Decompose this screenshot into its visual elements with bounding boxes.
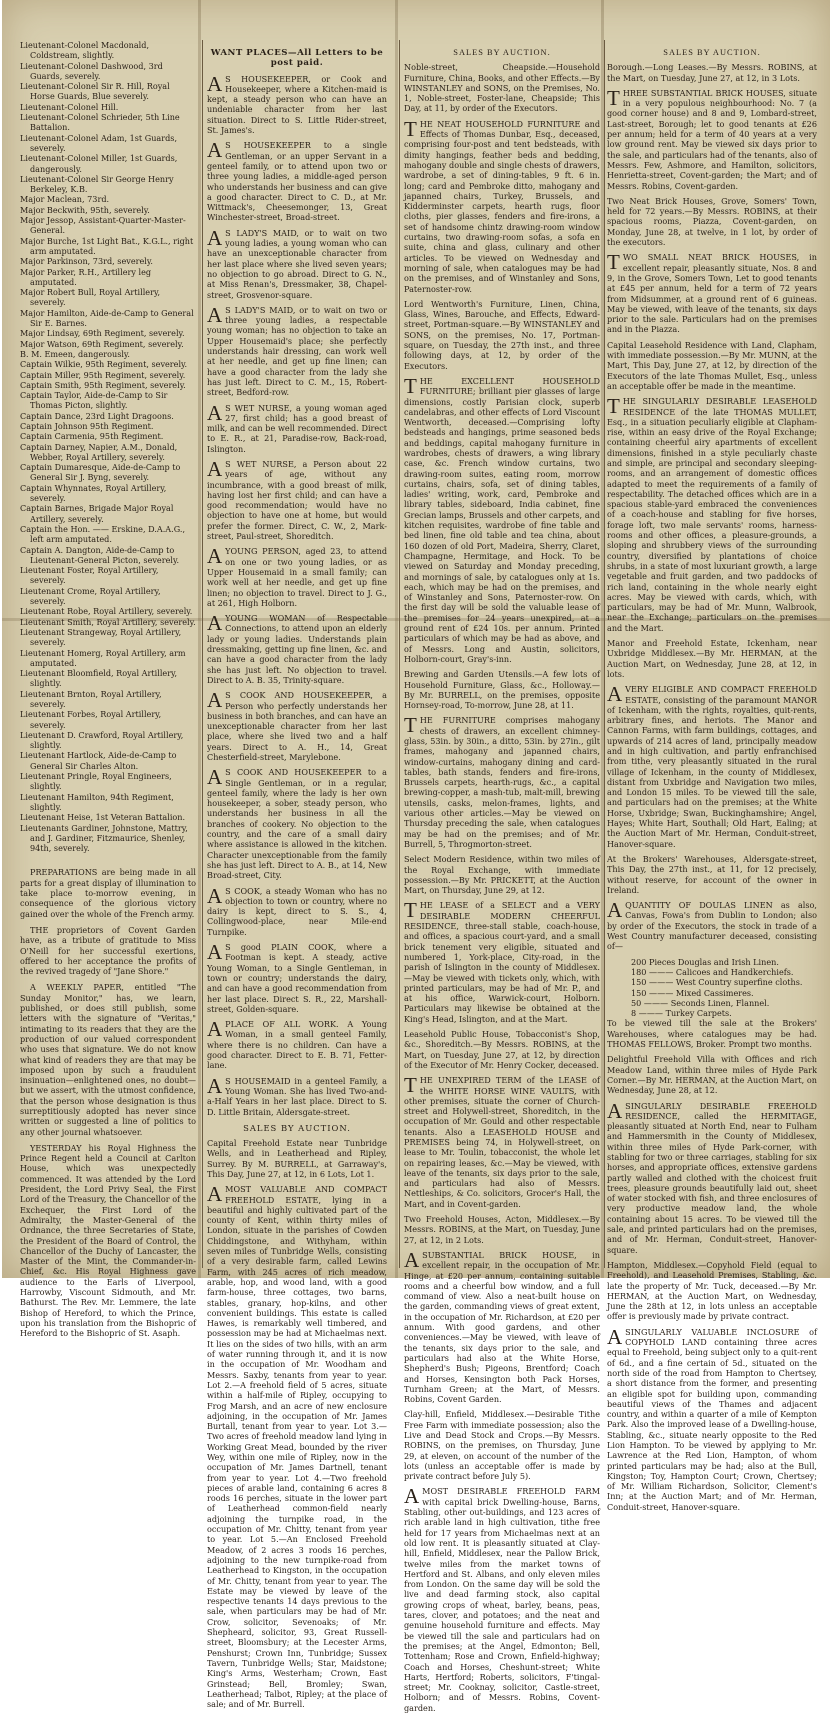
officer-entry: Major Robert Bull, Royal Artillery, severely. [20, 287, 161, 308]
news-paragraphs [20, 867, 196, 1338]
newspaper-sheet [2, 0, 830, 1713]
advertisement-text: S COOK, a steady Woman who has no objection to town or country, where no dairy is kept, direct to S. S., 4, Collingwood-place, near Mile-end Turnpike. [207, 885, 387, 937]
auction-ads [207, 1138, 387, 1709]
advertisement [207, 140, 387, 222]
drop-cap: T [607, 85, 620, 110]
advertisement-text: YOUNG PERSON, aged 23, to attend on one or two young ladies, or as Upper Housemaid in a small family; can work well at her needle, and get up fine linen; no objection to travel. Direct to J. G., at 261, High Holborn. [207, 546, 387, 608]
advertisement [207, 613, 387, 685]
advertisement-text: HE NEAT HOUSEHOLD FURNITURE and Effects of Thomas Dunbar, Esq., deceased, comprising four-post and tent bedsteads, with dimity hangings, feather beds and bedding, mahogany double and single chests of drawers, wardrobe, a set of dining-tables, 9 ft. 6 in. long; card and Pembroke ditto, mahogany and japanned chairs, Turkey, Brussels, and Kidderminster carpets, hearth rugs, floor cloths, pier glasses, fenders and fire-irons, a set of handsome chintz drawing-room window curtains, two drawing-room sofas, a sofa en suite, china and glass, culinary and other articles. To be viewed on Wednesday and morning of sale, when catalogues may be had on the premises, and of Winstanley and Sons, Paternoster-row. [404, 118, 600, 294]
advertisement [607, 684, 817, 849]
officer-entry: Major Maclean, 73rd. [20, 194, 110, 205]
advertisement-text: VERY ELIGIBLE AND COMPACT FREEHOLD ESTATE, consisting of the paramount MANOR of Ickenham, with the rights, royalties, quit-rents, arbitrary fines, and heriots. The Manor and Cannon Farms, with farm buildings, cottages, and upwards of 214 acres of land, principally meadow and in high cultivation, and partly enfranchised from tithe, very pleasantly situated in the rural village of Ickenham, in the county of Middlesex, distant from Uxbridge and Navigation two miles, and London 15 miles. To be viewed till the sale, and particulars had on the premises; at the White Horse, Uxbridge; Swan, Buckinghamshire; Angel, Hayes; White Hart, Southall; Old Hart, Ealing; at the Auction Mart of Mr. Herman, Conduit-street, Hanover-square. [607, 684, 817, 849]
officer-entry: Lieutenant Pringle, Royal Engineers, slightly. [20, 771, 172, 792]
section-header-sales: SALES BY AUCTION. [663, 48, 761, 57]
advertisement-text: QUANTITY OF DOULAS LINEN as also, Canvas, Fowa's from Dublin to London; also by order of the Executors, the stock in trade of a West Country manufacturer deceased, consisting of— [607, 900, 817, 952]
advertisement [404, 1486, 600, 1713]
drop-cap: A [207, 688, 223, 713]
drop-cap: A [207, 456, 223, 481]
drop-cap: T [607, 250, 620, 275]
officer-entry: Lieutenant-Colonel Miller, 1st Guards, dangerously. [20, 153, 178, 174]
drop-cap: A [207, 765, 223, 790]
advertisement-text: Noble-street, Cheapside.—Household Furniture, China, Books, and other Effects.—By WINSTANLEY and SONS, on the Premises, No. 1, Noble-street, Foster-lane, Cheapside; This Day, at 11, by order of the Executors. [404, 62, 600, 114]
officer-entry: Lieutenant Heise, 1st Veteran Battalion. [20, 812, 186, 823]
broker-note: To be viewed till the sale at the Brokers' Warehouses, where catalogues may be had. THOMAS FELLOWS, Broker. Prompt two months. [607, 1018, 817, 1050]
advertisement [404, 715, 600, 849]
officer-entry: Lieutenant Foster, Royal Artillery, severely. [20, 565, 159, 586]
linen-entry: 200 Pieces Douglas and Irish Linen. [631, 956, 779, 967]
want-places-ads [207, 71, 387, 1117]
news-paragraph: YESTERDAY his Royal Highness the Prince Regent held a Council at Carlton House, which was unexpectedly commenced. It was attended by the Lord President, the Lord Privy Seal, the First Lord of the Treasury, the Chancellor of the Exchequer, the First Lord of the Admiralty, the Master-General of the Ordnance, the three Secretaries of State, the President of the Board of Control, the Chancellor of the Duchy of Lancaster, the Master of the Mint, the Commander-in-Chief, &c. His Royal Highness gave audience to the Earls of Liverpool, Harrowby, Viscount Sidmouth, and Mr. Bathurst. The Rev. Mr. Lemmere, the late Bishop of Hereford, to which the Prince, upon his translation from the Bishopric of Hereford to the Bishopric of St. Asaph. [20, 1142, 196, 1339]
advertisement [404, 669, 600, 710]
auction-ads [607, 1054, 817, 1512]
drop-cap: A [207, 940, 223, 965]
officer-entry: Captain Smith, 95th Regiment, severely. [20, 379, 186, 390]
officer-entry: Major Beckwith, 95th, severely. [20, 204, 150, 215]
drop-cap: A [207, 611, 223, 636]
officer-entry: Lieutenants Gardiner, Johnstone, Mattry, and J. Gardiner, Fitzmaurice, Shenley, 94th, severely. [20, 822, 188, 854]
advertisement [607, 85, 817, 191]
advertisement [404, 1409, 600, 1481]
drop-cap: A [207, 225, 223, 250]
drop-cap: T [404, 116, 417, 141]
drop-cap: A [607, 1098, 623, 1123]
section-header-want-places: WANT PLACES—All Letters to be post paid. [210, 48, 384, 69]
advertisement-text: SUBSTANTIAL BRICK HOUSE, in excellent repair, in the occupation of Mr. Hinge, at £20 per annum, containing suitable rooms and a cheerful bow window, and a full command of view. Also a neat-built house on the garden, commanding views of great extent, in the occupation of Mr. Richardson, at £20 per annum. With good gardens, and other conveniences.—May be viewed, with leave of the tenants, six days prior to the sale, and particulars had also at the White Horse, Shepherd's Bush; Pigeons, Brentford; Coach and Horses, Kensington both Pack Horses, Turnham Green; at the Mart, of Messrs. Robins, Covent Garden. [404, 1249, 600, 1405]
advertisement [404, 900, 600, 1024]
advertisement [404, 1247, 600, 1405]
officer-entry: Captain Darney, Napier, A.M., Donald, Webber, Royal Artillery, severely. [20, 441, 178, 462]
officer-entry: Lieutenant Strangeway, Royal Artillery, severely. [20, 626, 182, 648]
drop-cap: A [607, 898, 623, 923]
drop-cap: T [404, 373, 417, 398]
advertisement [607, 62, 817, 83]
advertisement [607, 196, 817, 247]
advertisement-text: Capital Leasehold Residence with Land, Clapham, with immediate possession.—By Mr. MUNN, at the Mart, This Day, June 27, at 12, by direction of the Executors of the late Thomas Mullet, Esq., unless an acceptable offer be made in the meantime. [607, 339, 817, 391]
column-rule [202, 40, 203, 1268]
advertisement [207, 1184, 387, 1709]
advertisement [607, 854, 817, 895]
advertisement-text: YOUNG WOMAN of Respectable Connections, to attend upon an elderly lady or young ladies. Understands plain dressmaking, getting up fine linen, &c. and can have a good character from the lady she has just left. No objection to travel. Direct to A. B. 35, Trinity-square. [207, 613, 387, 685]
advertisement-text: SINGULARLY DESIRABLE FREEHOLD RESIDENCE, called the HERMITAGE, pleasantly situated at North End, near to Fulham and Hammersmith in the County of Middlesex, within three miles of Hyde Park-corner, with stabling for two or three carriages, stabling for six horses, and appropriate offices, extensive gardens partly walled and clothed with the choicest fruit trees, pleasure grounds beautifully laid out, sheet of water stocked with fish, and three enclosures of very productive meadow land, the whole containing about 15 acres. To be viewed till the sale, and printed particulars had on the premises, and of Mr. Herman, Conduit-street, Hanover-square. [607, 1100, 817, 1255]
advertisement [607, 1260, 817, 1322]
advertisement [404, 116, 600, 294]
officer-entry: Major Lindsay, 69th Regiment, severely. [20, 328, 185, 339]
officer-entry: Lieutenant D. Crawford, Royal Artillery, slightly. [20, 729, 184, 751]
advertisement [207, 546, 387, 608]
advertisement-text: S good PLAIN COOK, where a Footman is kept. A steady, active Young Woman, to a Single Gentleman, in town or country; understands the dairy, and can have a good recommendation from her last place. Direct S. R., 22, Marshall-street, Golden-square. [207, 942, 387, 1014]
officer-entry: Captain Carmenia, 95th Regiment. [20, 431, 164, 442]
advertisement-text: HE SINGULARLY DESIRABLE LEASEHOLD RESIDENCE of the late THOMAS MULLET, Esq., in a situation peculiarly eligible at Clapham-rise, within an easy drive of the Royal Exchange; containing cheerful airy apartments of excellent dimensions, finished in a style peculiarly chaste and simple, are principal and secondary sleeping-rooms, and an arrangement of domestic offices adapted to meet the requirements of a family of respectability. The detached offices which are in a spacious stable-yard embraced the conveniences of a coach-house and stabling for five horses, forage loft, two male servants' rooms, harness-rooms and other offices, a pleasure-grounds, a sloping and shrubbery views of the surrounding country, diversified by plantations of choice shrubs, in a state of most luxuriant growth, a large vegetable and fruit garden, and two paddocks of rich land, containing in the whole nearly eight acres. May be viewed with cards, which, with particulars, may be had of Mr. Munn, Walbrook, near the Exchange; particulars on the premises and the Mart. [607, 396, 817, 633]
drop-cap: A [207, 400, 223, 425]
officer-entry: B. M. Emeen, dangerously. [20, 348, 131, 359]
officer-entry: Lieutenant Hamilton, 94th Regiment, slightly. [20, 791, 174, 812]
officer-entry: Major Burche, 1st Light Bat., K.G.L., right arm amputated. [20, 235, 194, 256]
advertisement [404, 1214, 600, 1245]
advertisement-text: At the Brokers' Warehouses, Aldersgate-street, This Day, the 27th inst., at 11, for 12 precisely, without reserve, for account of the owner in Ireland. [607, 853, 817, 895]
drop-cap: A [607, 1324, 623, 1349]
officer-entry: Lieutenant-Colonel Hill. [20, 101, 119, 112]
advertisement-text: Hampton, Middlesex.—Copyhold Field (equal to Freehold), and Leasehold Premises, Stabling, &c. late the property of Mr. Tuck, deceased.—By Mr. HERMAN, at the Auction Mart, on Wednesday, June the 28th at 12, in lots unless an acceptable offer is previously made by private contract. [607, 1259, 817, 1322]
drop-cap: T [404, 713, 417, 738]
officer-entry: Captain A. Dangton, Aide-de-Camp to Lieutenant-General Picton, severely. [20, 544, 180, 565]
officer-entry: Lieutenant Robe, Royal Artillery, severely. [20, 606, 193, 617]
drop-cap: A [404, 1247, 420, 1272]
officer-entry: Captain Dumaresque, Aide-de-Camp to General Sir J. Byng, severely. [20, 462, 181, 483]
column-sales-auction [404, 48, 600, 1713]
advertisement [207, 302, 387, 398]
officer-entry: Lieutenant Brnton, Royal Artillery, severely. [20, 688, 162, 709]
advertisement [207, 225, 387, 300]
advertisement [607, 252, 817, 334]
officer-entry: Lieutenant Smith, Royal Artillery, severely. [20, 616, 196, 627]
advertisement-text: S LADY'S MAID, or to wait on two young ladies, a young woman who can have an unexceptionable character from her last place where she lived seven years; no objection to go abroad. Direct to G. N., at Miss Renan's, Dressmaker, 38, Chapel-street, Grosvenor-square. [207, 227, 387, 300]
drop-cap: A [207, 1073, 223, 1098]
advertisement-text: Lord Wentworth's Furniture, Linen, China, Glass, Wines, Barouche, and Effects, Edward-street, Portman-square.—By WINSTANLEY and SONS, on the premises, No. 17, Portman-square, on Tuesday, the 27th inst., and three following days, at 12, by order of the Executors. [404, 298, 600, 371]
officer-entry: Major Parkinson, 73rd, severely. [20, 256, 153, 267]
drop-cap: A [207, 883, 223, 908]
officer-entry: Lieutenant-Colonel Sir George Henry Berkeley, K.B. [20, 173, 174, 195]
column-casualty-list [20, 40, 196, 1339]
column-want-places [207, 48, 387, 1710]
advertisement-text: Borough.—Long Leases.—By Messrs. ROBINS, at the Mart, on Tuesday, June 27, at 12, in 3 Lots. [607, 62, 817, 83]
advertisement-text: S COOK AND HOUSEKEEPER to a Single Gentleman, or in a regular, genteel family, where the lady is her own housekeeper, a sober, steady person, who understands her business in all the branches of cookery. No objection to the country, and the care of a small dairy where assistance is allowed in the kitchen. Character unexceptionable from the family she has just left. Direct to A. B., at 14, New Broad-street, City. [207, 767, 387, 881]
drop-cap: A [207, 1182, 223, 1207]
advertisement [404, 1029, 600, 1070]
officer-entry: Lieutenant Forbes, Royal Artillery, severely. [20, 709, 162, 730]
advertisement-text: Select Modern Residence, within two miles of the Royal Exchange, with immediate possession.—By Mr. PRICKETT, at the Auction Mart, on Thursday, June 29, at 12. [404, 854, 600, 896]
officer-entry: Captain Dance, 23rd Light Dragoons. [20, 410, 174, 421]
drop-cap: A [207, 138, 223, 163]
drop-cap: A [207, 302, 223, 327]
section-header-sales: SALES BY AUCTION. [243, 1122, 351, 1133]
advertisement-text: Delightful Freehold Villa with Offices and rich Meadow Land, within three miles of Hyde Park Corner.—By Mr. HERMAN, at the Auction Mart, on Wednesday, June 28, at 12. [607, 1054, 817, 1096]
advertisement-text: HE FURNITURE comprises mahogany chests of drawers, an excellent chimney-glass, 53in. by 30in., a ditto, 53in. by 27in., gilt frames, mahogany and japanned chairs, window-curtains, mahogany dining and card-tables, bath stands, fenders and fire-irons, Brussels carpets, hearth-rugs, &c., a capital brewing-copper, a mash-tub, malt-mill, brewing utensils, casks, melon-frames, lights, and various other articles.—May be viewed on Thursday preceding the sale, when catalogues may be had on the premises; and of Mr. Burrell, 5, Throgmorton-street. [404, 715, 600, 849]
linen-entry: 50 ——— Seconds Linen, Flannel. [631, 997, 770, 1008]
officer-entry: Captain Wilkie, 95th Regiment, severely. [20, 359, 188, 370]
officer-entry: Captain Miller, 95th Regiment, severely. [20, 369, 186, 380]
auction-ads [607, 62, 817, 951]
fold-line-vertical [198, 0, 201, 1278]
officer-entry: Major Watson, 69th Regiment, severely. [20, 338, 184, 349]
advertisement [404, 1075, 600, 1209]
advertisement [207, 1073, 387, 1117]
linen-entry: 180 ——— Calicoes and Handkerchiefs. [631, 966, 794, 977]
advertisement-text: S WET NURSE, a young woman aged 27, first child; has a good breast of milk, and can be well recommended. Direct to E. R., at 21, Paradise-row, Back-road, Islington. [207, 402, 387, 454]
advertisement-text: SINGULARLY VALUABLE INCLOSURE of COPYHOLD LAND containing three acres equal to Freehold, being subject only to a quit-rent of 6d., and a fine certain of 5d., situated on the north side of the road from Hampton to Chertsey, a short distance from the former, and presenting an eligible spot for building upon, commanding beautiful views of the Thames and adjacent country, and within a quarter of a mile of Kempton Park. Also the improved lease of a Dwelling-house, Stabling, &c., situate nearly opposite to the Red Lion Hampton. To be viewed by applying to Mr. Lawrence at the Red Lion, Hampton, of whom printed particulars may be had; also at the Bull, Kingston; Toy, Hampton Court; Crown, Chertsey; of Mr. William Richardson, Solicitor, Clement's Inn; at the Auction Mart; and of Mr. Herman, Conduit-street, Hanover-square. [607, 1326, 817, 1512]
advertisement-text: Capital Freehold Estate near Tunbridge Wells, and in Leatherhead and Ripley, Surrey. By M. BURRELL, at Garraway's, This Day, June 27, at 12, in 6 Lots, Lot 1. [207, 1138, 387, 1179]
advertisement [207, 690, 387, 762]
drop-cap: A [207, 71, 223, 96]
section-header-sales: SALES BY AUCTION. [453, 48, 551, 57]
advertisement-text: PLACE OF ALL WORK. A Young Woman, in a small genteel Family, where there is no children. Can have a good character. Direct to E. B. 71, Fetter-lane. [207, 1019, 387, 1071]
advertisement-text: S HOUSEMAID in a genteel Family, a Young Woman. She has lived Two-and-a-Half Years in her last place. Direct to S. D. Little Britain, Aldersgate-street. [207, 1075, 387, 1117]
officer-entry: Lieutenant-Colonel Schrieder, 5th Line Battalion. [20, 112, 180, 133]
advertisement-text: S COOK AND HOUSEKEEPER, a Person who perfectly understands her business in both branches, and can have an unexceptionable character from her last place, where she lived two and a half years. Direct to A. H., 14, Great Chesterfield-street, Marylebone. [207, 690, 387, 762]
officer-entry: Lieutenant-Colonel Dashwood, 3rd Guards, severely. [20, 60, 163, 81]
officer-entry: Lieutenant Hartlock, Aide-de-Camp to General Sir Charles Alton. [20, 750, 177, 771]
officer-entry: Major Parker, R.H., Artillery leg amputated. [20, 266, 152, 287]
advertisement [207, 400, 387, 454]
drop-cap: T [404, 1073, 417, 1098]
officer-entry: Major Hamilton, Aide-de-Camp to General Sir E. Barnes. [20, 307, 194, 329]
advertisement-text: S WET NURSE, a Person about 22 years of age, without any incumbrance, with a good breast of milk, having lost her first child; and can have a good recommendation; would have no objection to have one at home, but would prefer the former. Direct, C. W., 2, Mark-street, Paul-street, Shoreditch. [207, 458, 387, 542]
advertisement [607, 1324, 817, 1512]
officer-entry: Lieutenant-Colonel Adam, 1st Guards, severely. [20, 132, 178, 153]
advertisement-text: HE LEASE of a SELECT and a VERY DESIRABLE MODERN CHEERFUL RESIDENCE, three-stall stable, coach-house, and offices, a spacious court-yard, and a small brick tenement very eligible, situated and numbered 1, York-place, City-road, in the parish of Islington in the county of Middlesex.—May be viewed with tickets only, which, with printed particulars, may be had of Mr. P., and at his office, Warwick-court, Holborn. Particulars may likewise be obtained at the King's Head, Islington, and at the Mart. [404, 900, 600, 1024]
officer-entry: Lieutenant Crome, Royal Artillery, severely. [20, 585, 161, 607]
advertisement [404, 299, 600, 371]
auction-ads [404, 62, 600, 1713]
advertisement-text: Two Neat Brick Houses, Grove, Somers' Town, held for 72 years.—By Messrs. ROBINS, at their spacious rooms, Piazza, Covent-garden, on Monday, June 28, at twelve, in 1 lot, by order of the executors. [607, 195, 817, 248]
drop-cap: T [607, 394, 620, 419]
advertisement [207, 71, 387, 136]
linen-quantity-list [607, 957, 817, 1019]
fold-line-vertical [395, 0, 398, 1278]
officer-entry: Captain Whynnates, Royal Artillery, severely. [20, 482, 167, 504]
officer-entry: Captain Johnson 95th Regiment. [20, 420, 154, 431]
advertisement [207, 1138, 387, 1179]
drop-cap: T [404, 898, 417, 923]
advertisement-text: MOST VALUABLE AND COMPACT FREEHOLD ESTATE, lying in a beautiful and highly cultivated part of the county of Kent, within thirty miles of London, situate in the parishes of Cowden Chiddingstone, and Withyham, within seven miles of Tunbridge Wells, consisting of a very desirable farm, called Lewins Farm, with 245 acres of rich meadow, arable, hop, and wood land, with a good farm-house, three cottages, two barns, stables, granary, hop-kilns, and other convenient buildings. This estate is called Hawes, is remarkably well timbered, and possession may be had at Michaelmas next. It lies on the sides of two hills, with an arm of water running through it, and it is now in the occupation of Mr. Woodham and Messrs. Saxby, tenants from year to year. Lot 2.—A freehold field of 5 acres, situate within a half-mile of Ripley, occupying to Frog Marsh, and an acre of new enclosure adjoining, in the occupation of Mr. James Burtall, tenant from year to year. Lot 3.—Two acres of freehold meadow land lying in Working Great Mead, bounded by the river Wey, within one mile of Ripley, now in the occupation of Mr. James Dartnell, tenant from year to year. Lot 4.—Two freehold pieces of arable land, containing 6 acres 8 roods 16 perches, situate in the lower part of Leatherhead common-field nearly adjoining the turnpike road, in the occupation of Mr. Chitty, tenant from year to year. Lot 5.—An Enclosed Freehold Meadow, of 2 acres 3 roods 16 perches, adjoining to the new turnpike-road from Leatherhead to Kingston, in the occupation of Mr. Chitty, tenant from year to year. The Estate may be viewed by leave of the respective tenants 14 days previous to the sale, when particulars may be had of Mr. Crow, solicitor, Sevenoaks; of Mr. Shepheard, solicitor, 93, Great Russell-street, Bloomsbury; at the Lecester Arms, Penshurst; Crown Inn, Tunbridge; Sussex Tavern, Tunbridge Wells; Star, Maidstone; King's Arms, Westerham; Crown, East Grinstead; Bell, Bromley; Swan, Leatherhead; Talbot, Ripley; at the place of sale; and of Mr. Burrell. [207, 1184, 387, 1710]
advertisement-text: S LADY'S MAID, or to wait on two or three young ladies, a respectable young woman; has no objection to take an Upper Housemaid's place; she perfectly understands hair dressing, can work well at her needle, and get up fine linen; can have a good character from the lady she has just left. Direct to C. M., 15, Robert-street, Bedford-row. [207, 304, 387, 398]
advertisement [404, 373, 600, 664]
linen-entry: 150 ——— Mixed Cassimeres. [631, 987, 754, 998]
advertisement-text: Two Freehold Houses, Acton, Middlesex.—By Messrs. ROBINS, at the Mart, on Tuesday, June 27, at 12, in 2 Lots. [404, 1214, 600, 1245]
advertisement [207, 767, 387, 880]
news-paragraph: THE proprietors of Covent Garden have, as a tribute of gratitude to Miss O'Neill for her successful exertions, offered to her acceptance the profits of the revived tragedy of "Jane Shore." [20, 924, 196, 977]
advertisement-text: HREE SUBSTANTIAL BRICK HOUSES, situate in a very populous neighbourhood: No. 7 (a good corner house) and 8 and 9, Lombard-street, Last-street, Borough; let to good tenants at £26 per annum; held for a term of 40 years at a very low ground rent. May be viewed six days prior to the sale, and particulars had of the tenants, also of Messrs. Few, Ashmore, and Hamilton, solicitors, Henrietta-street, Covent-garden; the Mart; and of Messrs. Robins, Covent-garden. [607, 87, 817, 191]
advertisement-text: WO SMALL NEAT BRICK HOUSES, in excellent repair, pleasantly situate, Nos. 8 and 9, in the Grove, Somers Town, Let to good tenants at £45 per annum, held for a term of 72 years from Midsummer, at a ground rent of 6 guineas. May be viewed, with leave of the tenants, six days prior to the sale. Particulars had on the premises and in the Piazza. [607, 252, 817, 335]
officer-list [20, 40, 196, 853]
advertisement [607, 396, 817, 633]
advertisement [404, 854, 600, 895]
officer-entry: Lieutenant-Colonel Macdonald, Coldstream, slightly. [20, 40, 150, 61]
drop-cap: A [607, 682, 623, 707]
advertisement [207, 456, 387, 542]
drop-cap: A [404, 1484, 420, 1509]
column-sales-auction-2 [607, 48, 817, 1512]
advertisement-text: HE UNEXPIRED TERM of the LEASE of the WHITE HORSE WINE VAULTS, with other premises, situate the corner of Church-street and Holywell-street, Shoreditch, in the occupation of Mr. Gould and other respectable tenants. Also a LEASEHOLD HOUSE and PREMISES being 74, in Holywell-street, on lease to Mr. Toulin, tobacconist, the whole let on repairing leases, &c.—May be viewed, with leave of the tenants, six days prior to the sale, and particulars had also of Messrs. Nettleships, & Co. solicitors, Grocer's Hall, the Mart, and in Covent-garden. [404, 1075, 600, 1209]
officer-entry: Lieutenant Homerg, Royal Artillery, arm amputated. [20, 647, 186, 668]
advertisement [404, 62, 600, 113]
officer-entry: Major Jessop, Assistant-Quarter-Master-General. [20, 215, 186, 236]
advertisement [607, 1098, 817, 1255]
advertisement-text: Leasehold Public House, Tobacconist's Shop, &c., Shoreditch.—By Messrs. ROBINS, at the Mart, on Tuesday, June 27, at 12, by direction of the Executor of Mr. Henry Cocker, deceased. [404, 1029, 600, 1070]
news-paragraph: A WEEKLY PAPER, entitled "The Sunday Monitor," has, we learn, published, or does still publish, some letters with the signature of "Veritas," intimating to its readers that they are the production of our valued correspondent who uses that signature. We do not know what kind of readers they are that may be imposed upon by such a fraudulent insinuation—enlightened ones, no doubt—but we assert, with the utmost confidence, that the person whose designation is thus surreptitiously adopted has never since written or suggested a line of politics to any other journal whatsoever. [20, 982, 196, 1137]
advertisement [607, 900, 817, 951]
advertisement-text: MOST DESIRABLE FREEHOLD FARM with capital brick Dwelling-house, Barns, Stabling, other out-buildings, and 123 acres of rich arable land in high cultivation, tithe free held for 17 years from Michaelmas next at an old low rent. It is pleasantly situated at Clay-hill, Enfield, Middlesex, near the Pallow Brick, twelve miles from the market towns of Hertford and St. Albans, and only eleven miles from London. On the same day will be sold the live and dead farming stock, also capital growing crops of wheat, barley, beans, peas, tares, clover, and potatoes; and the neat and genuine household furniture and effects. May be viewed till the sale and particulars had on the premises; at the Angel, Edmonton; Bell, Tottenham; Rose and Crown, Enfield-highway; Coach and Horses, Cheshunt-street; White Harts, Hertford; Roberts, solicitors, F'tingal-street; Mr. Cooknay, solicitor, Castle-street, Holborn; and of Messrs. Robins, Covent-garden. [404, 1486, 600, 1713]
advertisement-text: Clay-hill, Enfield, Middlesex.—Desirable Tithe Free Farm with immediate possession; also the Live and Dead Stock and Crops.—By Messrs. ROBINS, on the premises, on Thursday, June 29, at eleven, on account of the number of the lots (unless an acceptable offer is made by private contract before July 5). [404, 1409, 600, 1482]
drop-cap: A [207, 1017, 223, 1042]
column-rule [399, 40, 400, 1268]
linen-entry: 150 ——— West Country superfine cloths. [631, 977, 803, 988]
advertisement [607, 1054, 817, 1095]
advertisement [207, 883, 387, 937]
officer-entry: Captain the Hon. —— Erskine, D.A.A.G., left arm amputated. [20, 523, 186, 545]
officer-entry: Lieutenant Bloomfield, Royal Artillery, slightly. [20, 668, 178, 689]
column-rule [604, 40, 605, 1268]
officer-entry: Captain Barnes, Brigade Major Royal Artillery, severely. [20, 503, 174, 524]
advertisement-text: S HOUSEKEEPER, or Cook and Housekeeper, where a Kitchen-maid is kept, a steady person who can have an undeniable character from her last situation. Direct to S. Little Rider-street, St. James's. [207, 73, 387, 136]
drop-cap: A [207, 544, 223, 569]
advertisement-text: S HOUSEKEEPER to a single Gentleman, or an upper Servant in a genteel family, or to attend upon two or three young ladies, a middle-aged person who understands her business and can give a good character. Direct to C. D., at Mr. Wittmack's, Cheesemonger, 13, Great Winchester-street, Broad-street. [207, 140, 387, 223]
advertisement [607, 638, 817, 679]
officer-entry: Captain Taylor, Aide-de-Camp to Sir Thomas Picton, slightly. [20, 390, 168, 411]
advertisement-text: Manor and Freehold Estate, Ickenham, near Uxbridge Middlesex.—By Mr. HERMAN, at the Auction Mart, on Wednesday, June 28, at 12, in lots. [607, 638, 817, 679]
news-paragraph: PREPARATIONS are being made in all parts for a great display of illumination to take place to-morrow evening, in consequence of the glorious victory gained over the whole of the French army. [20, 867, 196, 919]
advertisement [207, 942, 387, 1014]
advertisement [207, 1019, 387, 1070]
advertisement [607, 340, 817, 391]
advertisement-text: Brewing and Garden Utensils.—A few lots of Household Furniture, Glass, &c., Holloway.—By Mr. BURRELL, on the premises, opposite Hornsey-road, To-morrow, June 28, at 11. [404, 669, 600, 711]
linen-entry: 8 ——— Turkey Carpets. [631, 1008, 732, 1019]
advertisement-text: HE EXCELLENT HOUSEHOLD FURNITURE; brilliant pier glasses of large dimensions, costly Parisian clock, superb candelabras, and other effects of Lord Viscount Wentworth, deceased.—Comprising lofty bedsteads and hangings, prime seasoned beds and beddings, capital mahogany furniture in wardrobes, chests of drawers, a wing library case, &c. French window curtains, two drawing-room suites, eating room, morrow curtains, chairs, sofa, set of dining tables, ladies' writing, work, card, Pembroke and library tables, sideboard, India cabinet, fine Grecian lamps, Brussels and other carpets, and kitchen requisites, wardrobe of fine table and bed linen, fine old table and tea china, about 160 dozen of old Port, Madeira, Sherry, Claret, Champagne, Hermitage, and Hock. To be viewed on Saturday and Monday preceding, and mornings of sale, by catalogues only at 1s. each, which may be had on the premises, and of Winstanley and Sons, Paternoster-row. On the first day will be sold the valuable lease of the premises for 24 years unexpired, at a ground rent of £24 10s. per annum. Printed particulars of which may be had as above, and of Messrs. Long and Austin, solicitors, Holborn-court, Gray's-inn. [404, 375, 600, 664]
officer-entry: Lieutenant-Colonel Sir R. Hill, Royal Horse Guards, Blue severely. [20, 81, 170, 102]
